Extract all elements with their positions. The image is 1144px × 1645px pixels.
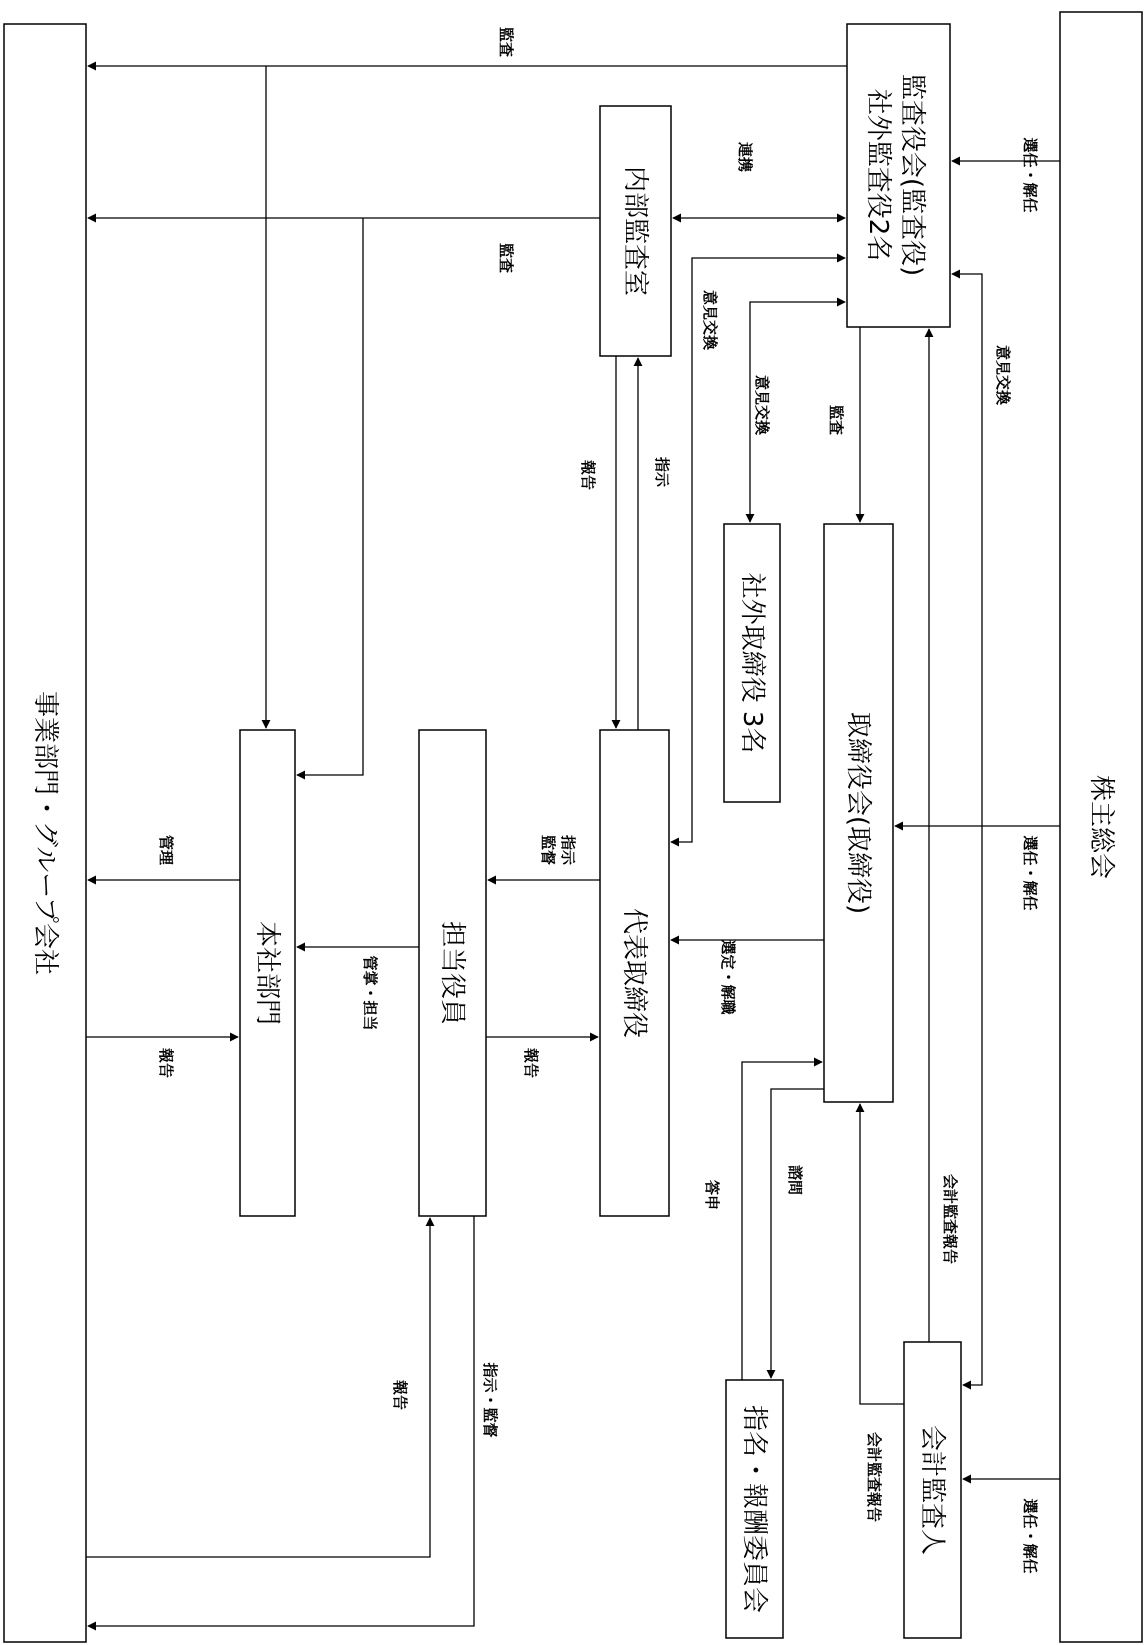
committee-text: 指名・報酬委員会	[739, 1404, 769, 1614]
label-kaikei-houkoku-1: 会計監査報告	[941, 1173, 959, 1265]
label-renkei: 連携	[736, 141, 754, 173]
label-sentei-kaishoku: 選定・解職	[719, 939, 737, 1015]
label-shiji-kantoku-2: 監督	[539, 834, 557, 866]
label-houkoku-3: 報告	[522, 1047, 540, 1079]
auditors-sub-text: 社外監査役2名	[863, 88, 893, 262]
label-shimon: 諮問	[786, 1164, 804, 1196]
label-senin-kainin-2: 選任・解任	[1021, 835, 1039, 911]
label-kanri: 管理	[157, 834, 175, 866]
label-shiji-kantoku-1: 指示	[559, 834, 577, 866]
label-kaikei-houkoku-2: 会計監査報告	[865, 1431, 883, 1523]
business-text: 事業部門・グループ会社	[30, 691, 60, 975]
board-text: 取締役会(取締役)	[843, 711, 873, 915]
arrow-internal-headquarters	[297, 218, 363, 775]
outside-directors-text: 社外取締役 3名	[737, 572, 767, 754]
officers-text: 担当役員	[437, 920, 467, 1026]
label-houkoku-1: 報告	[579, 459, 597, 491]
shareholders-text: 株主総会	[1086, 774, 1116, 880]
arrow-business-officers	[86, 1218, 430, 1557]
president-text: 代表取締役	[619, 907, 649, 1039]
label-shiji-kantoku-3: 指示・監督	[481, 1362, 499, 1438]
arrow-board-committee	[771, 1089, 824, 1378]
label-iken-koukan-1: 意見交換	[701, 289, 719, 351]
label-shiji-1: 指示	[653, 456, 671, 488]
label-audit-board: 監査	[827, 404, 845, 436]
label-kankatsu: 管掌・担当	[361, 955, 379, 1031]
label-iken-koukan-2: 意見交換	[753, 374, 771, 436]
label-audit-mid: 監査	[497, 242, 515, 274]
internal-audit-text: 内部監査室	[620, 165, 650, 297]
label-senin-kainin-3: 選任・解任	[1021, 1498, 1039, 1574]
arrow-accounting-board	[860, 1104, 904, 1404]
label-iken-koukan-3: 意見交換	[994, 344, 1012, 406]
arrow-committee-board	[742, 1062, 822, 1380]
label-houkoku-2: 報告	[157, 1047, 175, 1079]
label-toushin: 答申	[703, 1179, 721, 1211]
auditors-text: 監査役会(監査役)	[897, 73, 927, 277]
label-senin-kainin-1: 選任・解任	[1021, 137, 1039, 213]
label-houkoku-4: 報告	[391, 1379, 409, 1411]
accounting-auditor-text: 会計監査人	[917, 1424, 947, 1556]
label-audit-top: 監査	[497, 26, 515, 58]
headquarters-text: 本社部門	[252, 920, 282, 1026]
arrow-officers-business	[88, 1216, 474, 1626]
